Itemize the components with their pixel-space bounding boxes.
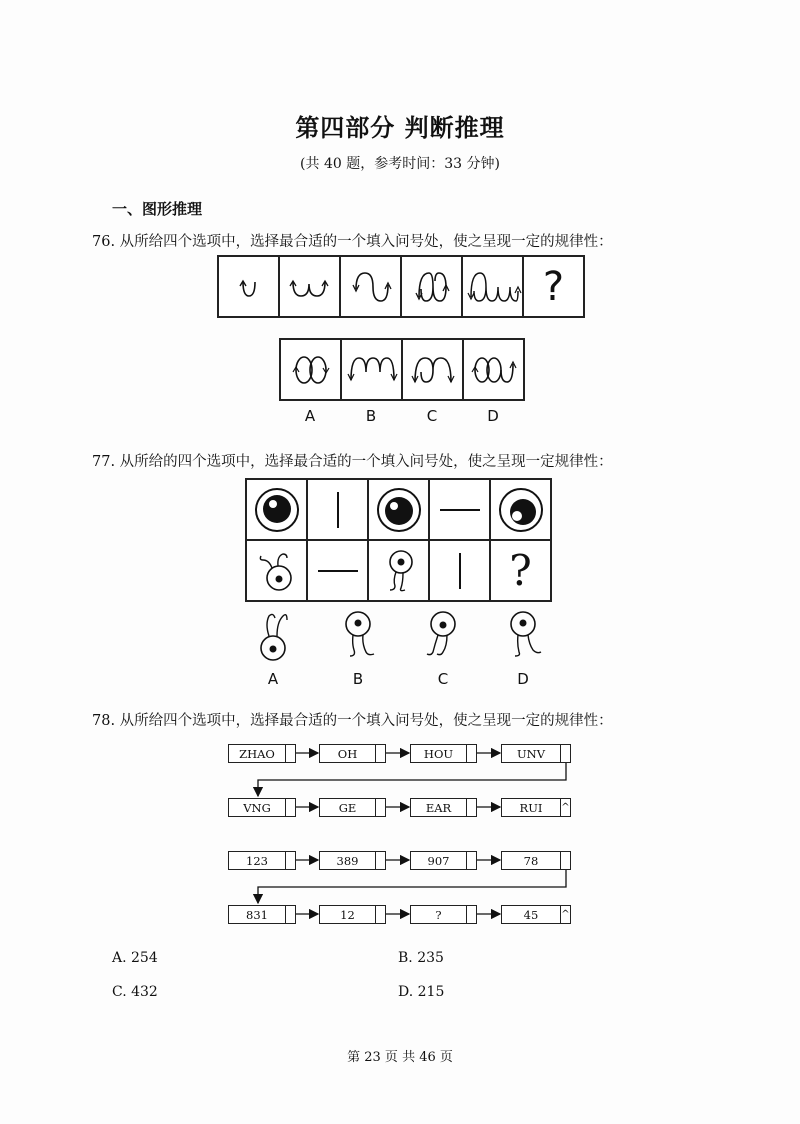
q78-r4-box-4: 45 ^ <box>501 905 571 924</box>
q78-r3-box-3: 907 <box>410 851 477 870</box>
q78-r1-box-1: ZHAO <box>228 744 296 763</box>
q78-r1-box-3: HOU <box>410 744 477 763</box>
q77-option-c-label: C <box>437 670 449 688</box>
q76-question-mark: ? <box>522 255 585 318</box>
page-footer: 第 23 页 共 46 页 <box>347 1050 453 1065</box>
q78-answer-a[interactable]: A. 254 <box>112 950 158 966</box>
q78-r4-box-3: ? <box>410 905 477 924</box>
q78-r2-box-4: RUI ^ <box>501 798 571 817</box>
q78-answer-d[interactable]: D. 215 <box>398 984 445 1000</box>
q77-option-a-label: A <box>267 670 279 688</box>
page-subtitle: (共 40 题，参考时间：33 分钟) <box>300 156 500 172</box>
q78-r2-box-3: EAR <box>410 798 477 817</box>
q78-r2-box-2: GE <box>319 798 386 817</box>
q78-answer-c[interactable]: C. 432 <box>112 984 158 1000</box>
q76-option-b-label: B <box>365 407 377 425</box>
q77-question-mark: ? <box>489 539 552 602</box>
q77-option-d-label: D <box>517 670 529 688</box>
q78-r1-box-2: OH <box>319 744 386 763</box>
q76-prompt: 76. 从所给四个选项中，选择最合适的一个填入问号处，使之呈现一定的规律性： <box>92 234 613 250</box>
page-title: 第四部分 判断推理 <box>295 114 505 142</box>
q78-r2-box-1: VNG <box>228 798 296 817</box>
q78-r4-box-2: 12 <box>319 905 386 924</box>
q76-option-d-label: D <box>487 407 499 425</box>
q78-r1-box-4: UNV <box>501 744 571 763</box>
q77-prompt: 77. 从所给的四个选项中，选择最合适的一个填入问号处，使之呈现一定规律性： <box>92 454 613 470</box>
q78-r3-box-1: 123 <box>228 851 296 870</box>
q76-option-c-label: C <box>426 407 438 425</box>
q78-r4-box-1: 831 <box>228 905 296 924</box>
q78-prompt: 78. 从所给四个选项中，选择最合适的一个填入问号处，使之呈现一定的规律性： <box>92 713 613 729</box>
q78-answer-b[interactable]: B. 235 <box>398 950 444 966</box>
q77-option-b-label: B <box>352 670 364 688</box>
q78-r3-box-2: 389 <box>319 851 386 870</box>
q76-option-a-label: A <box>304 407 316 425</box>
q78-r3-box-4: 78 <box>501 851 571 870</box>
section-title: 一、图形推理 <box>112 200 203 218</box>
